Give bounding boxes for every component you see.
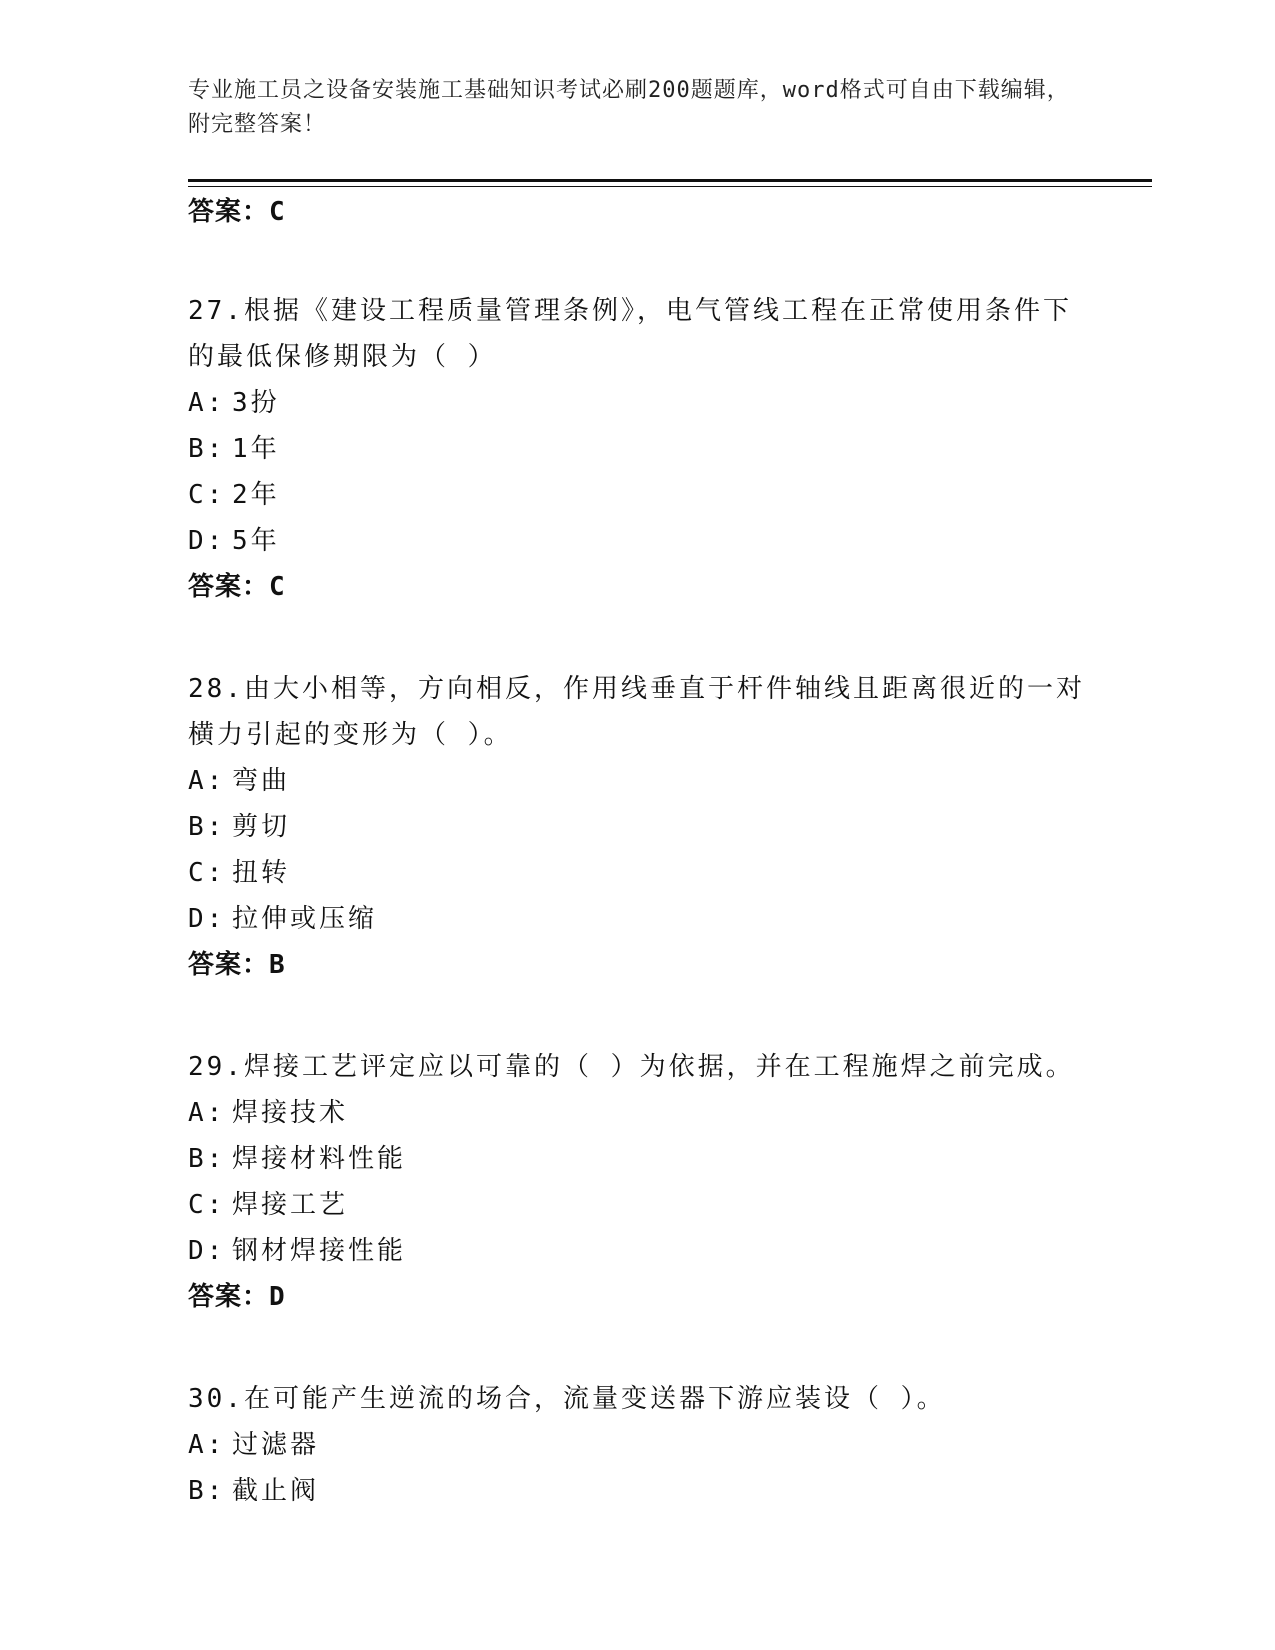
option-text: 3扮 xyxy=(232,388,280,418)
question-answer xyxy=(188,1274,1088,1320)
answer-value: C xyxy=(269,572,286,602)
option-a xyxy=(188,1422,1088,1468)
answer-label: 答案： xyxy=(188,572,270,602)
option-letter: A: xyxy=(188,1098,226,1128)
option-letter: B: xyxy=(188,434,226,464)
question-30 xyxy=(188,1376,1088,1514)
question-content xyxy=(188,192,1088,1514)
previous-answer xyxy=(188,192,1088,232)
option-c xyxy=(188,1182,1088,1228)
option-text: 拉伸或压缩 xyxy=(232,904,378,934)
header-rule-thick xyxy=(188,179,1152,182)
option-b xyxy=(188,426,1088,472)
option-b xyxy=(188,804,1088,850)
option-c xyxy=(188,850,1088,896)
option-letter: C: xyxy=(188,1190,226,1220)
option-letter: D: xyxy=(188,1236,226,1266)
option-letter: A: xyxy=(188,1430,226,1460)
document-header: 专业施工员之设备安装施工基础知识考试必刷200题题库，word格式可自由下载编辑，附完整答案！ xyxy=(188,78,1070,137)
option-letter: A: xyxy=(188,388,226,418)
answer-label: 答案： xyxy=(188,197,270,227)
option-d xyxy=(188,896,1088,942)
option-a xyxy=(188,1090,1088,1136)
option-text: 过滤器 xyxy=(232,1430,320,1460)
option-letter: D: xyxy=(188,526,226,556)
option-letter: B: xyxy=(188,1476,226,1506)
answer-label: 答案： xyxy=(188,1282,270,1312)
answer-value: B xyxy=(269,950,286,980)
option-text: 1年 xyxy=(232,434,280,464)
option-text: 2年 xyxy=(232,480,280,510)
question-29 xyxy=(188,1044,1088,1320)
option-text: 焊接技术 xyxy=(232,1098,349,1128)
question-answer xyxy=(188,564,1088,610)
option-text: 截止阀 xyxy=(232,1476,320,1506)
option-a xyxy=(188,758,1088,804)
question-answer xyxy=(188,942,1088,988)
option-text: 扭转 xyxy=(232,858,291,888)
question-stem: 29.焊接工艺评定应以可靠的（ ）为依据，并在工程施焊之前完成。 xyxy=(188,1052,1075,1082)
option-b xyxy=(188,1136,1088,1182)
option-text: 钢材焊接性能 xyxy=(232,1236,407,1266)
question-28 xyxy=(188,666,1088,988)
option-d xyxy=(188,1228,1088,1274)
answer-value: D xyxy=(269,1282,286,1312)
option-d xyxy=(188,518,1088,564)
option-text: 剪切 xyxy=(232,812,291,842)
option-text: 5年 xyxy=(232,526,280,556)
option-text: 焊接材料性能 xyxy=(232,1144,407,1174)
question-stem: 30.在可能产生逆流的场合，流量变送器下游应装设（ ）。 xyxy=(188,1384,946,1414)
option-letter: C: xyxy=(188,480,226,510)
option-b xyxy=(188,1468,1088,1514)
header-rule-thin xyxy=(188,186,1152,187)
option-letter: C: xyxy=(188,858,226,888)
option-a xyxy=(188,380,1088,426)
option-letter: B: xyxy=(188,1144,226,1174)
question-27 xyxy=(188,288,1088,610)
answer-label: 答案： xyxy=(188,950,270,980)
answer-value: C xyxy=(269,197,286,227)
option-letter: D: xyxy=(188,904,226,934)
option-letter: A: xyxy=(188,766,226,796)
question-stem: 28.由大小相等，方向相反，作用线垂直于杆件轴线且距离很近的一对横力引起的变形为（ ）。 xyxy=(188,674,1085,750)
question-stem: 27.根据《建设工程质量管理条例》，电气管线工程在正常使用条件下的最低保修期限为（ ） xyxy=(188,296,1072,372)
option-c xyxy=(188,472,1088,518)
option-text: 焊接工艺 xyxy=(232,1190,349,1220)
option-letter: B: xyxy=(188,812,226,842)
option-text: 弯曲 xyxy=(232,766,291,796)
